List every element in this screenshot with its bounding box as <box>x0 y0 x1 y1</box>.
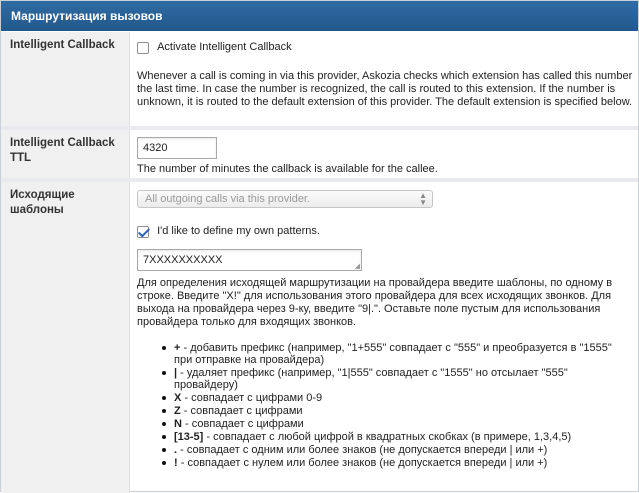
list-item <box>159 418 629 430</box>
rule-text: - совпадает с любой цифрой в квадратных скобках (в примере, 1,3,4,5) <box>203 431 572 443</box>
list-item <box>159 405 629 417</box>
callback-ttl-input[interactable]: 4320 <box>137 137 217 159</box>
rule-text: - совпадает с цифрами <box>180 405 303 417</box>
rule-symbol: X <box>174 392 182 404</box>
rule-text: - удаляет префикс (например, "1|555" совпадает с "1555" но отсылает "555" провайдеру) <box>174 367 568 391</box>
outgoing-calls-select[interactable] <box>137 190 433 208</box>
panel-header: Маршрутизация вызовов <box>1 1 638 31</box>
rule-text: - совпадает с цифрами 0-9 <box>181 392 323 404</box>
rule-symbol: | <box>174 367 178 379</box>
outgoing-patterns-value <box>130 182 638 493</box>
rule-text: - добавить префикс (например, "1+555" совпадает с "555" и преобразуется в "1555" при отправке на провайдера) <box>174 342 612 366</box>
patterns-description: Для определения исходящей маршрутизации на провайдера введите шаблоны, по одному в строке. Введите "X!" для использования этого провайдера для всех исходящих звонков. Для выхода на провайдера через 9-ку, введите "9|.". Оставьте поле пустым для использования провайдера только для входящих звонков. <box>137 277 613 328</box>
own-patterns-option[interactable] <box>137 225 638 239</box>
intelligent-callback-description: Whenever a call is coming in via this provider, Askozia checks which extension has called this number the last time. In case the number is recognized, the call is routed to this extension. If the number is unknown, it is routed to the default extension of this provider. The default extension is specified below. <box>137 70 633 108</box>
callback-ttl-description: The number of minutes the callback is available for the callee. <box>137 163 438 175</box>
list-item <box>159 367 629 391</box>
callback-ttl-value <box>130 130 638 178</box>
list-item <box>159 392 629 404</box>
patterns-textarea-value: 7XXXXXXXXXX <box>143 254 223 266</box>
list-item <box>159 444 629 456</box>
pattern-rules-list <box>159 342 629 469</box>
activate-callback-option[interactable] <box>137 41 638 55</box>
outgoing-calls-select-value: All outgoing calls via this provider. <box>145 193 311 205</box>
rule-symbol: Z <box>174 405 181 417</box>
activate-callback-checkbox[interactable] <box>137 42 149 54</box>
own-patterns-checkbox[interactable] <box>137 226 149 238</box>
rule-symbol: . <box>174 444 178 456</box>
activate-callback-checkbox-label[interactable]: Activate Intelligent Callback <box>157 41 292 53</box>
rule-symbol: ! <box>174 457 178 469</box>
list-item <box>159 431 629 443</box>
callback-ttl-row <box>1 130 638 178</box>
rule-symbol: + <box>174 342 181 354</box>
intelligent-callback-label: Intelligent Callback <box>1 32 130 126</box>
list-item <box>159 457 629 469</box>
own-patterns-checkbox-label[interactable]: I'd like to define my own patterns. <box>157 225 320 237</box>
rule-text: - совпадает с нулем или более знаков (не допускается впереди | или +) <box>177 457 548 469</box>
resize-grip-icon[interactable]: ◢ <box>354 263 360 270</box>
select-arrows-icon: ▲ ▼ <box>419 191 427 207</box>
list-item <box>159 342 629 366</box>
intelligent-callback-value <box>130 32 638 126</box>
rule-symbol: N <box>174 418 182 430</box>
intelligent-callback-row <box>1 32 638 126</box>
callback-ttl-label: Intelligent Callback TTL <box>1 130 130 178</box>
outgoing-patterns-label: Исходящие шаблоны <box>1 182 130 493</box>
rule-text: - совпадает с цифрами <box>181 418 304 430</box>
rule-symbol: [13-5] <box>174 431 204 443</box>
rule-text: - совпадает с одним или более знаков (не допускается впереди | или +) <box>177 444 548 456</box>
outgoing-patterns-row <box>1 182 638 493</box>
patterns-textarea[interactable] <box>137 249 362 271</box>
